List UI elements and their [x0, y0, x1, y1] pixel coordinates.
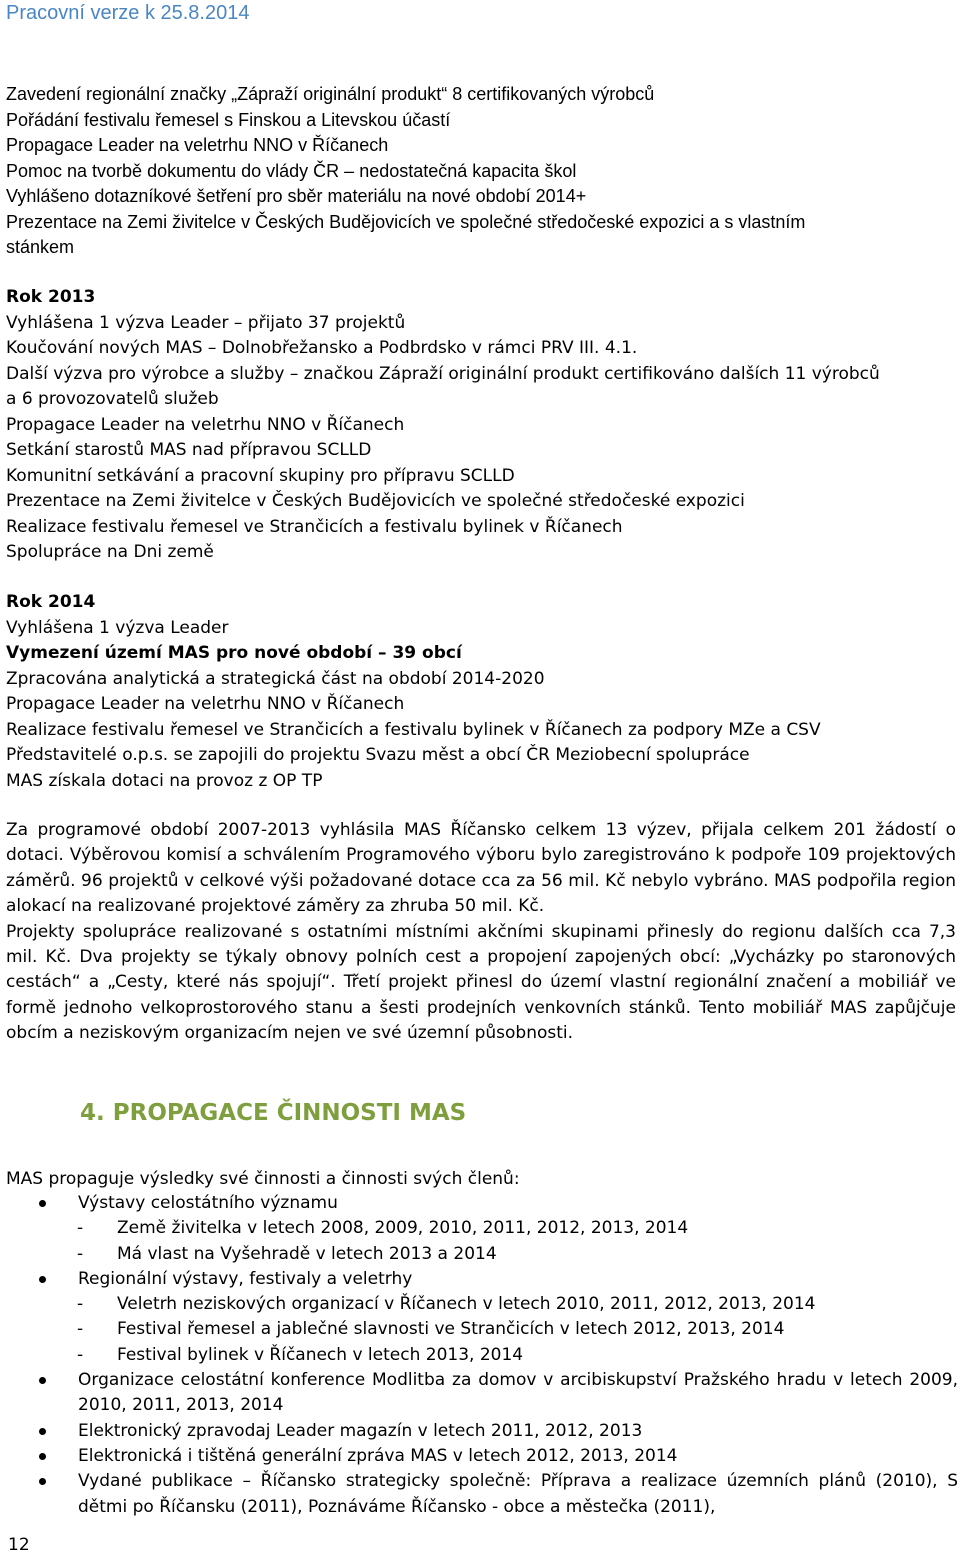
list-item: MAS získala dotaci na provoz z OP TP	[6, 770, 323, 791]
list-item: Zavedení regionální značky „Zápraží originální produkt“ 8 certifikovaných výrobců	[6, 84, 655, 104]
bullet-text: Regionální výstavy, festivaly a veletrhy	[78, 1268, 413, 1289]
list-item: Prezentace na Zemi živitelce v Českých Budějovicích ve společné středočeské expozici a s vlastním	[6, 211, 806, 232]
list-item: Setkání starostů MAS nad přípravou SCLLD	[6, 440, 372, 460]
list-item: Koučování nových MAS – Dolnobřežansko a Podbrdsko v rámci PRV III. 4.1.	[6, 338, 638, 358]
sub-item-text: Má vlast na Vyšehradě v letech 2013 a 2014	[117, 1243, 497, 1264]
year-2013-heading: Rok 2013	[6, 287, 96, 307]
list-item: Spolupráce na Dni země	[6, 542, 214, 562]
summary-paragraph: Projekty spolupráce realizované s ostatními místními akčními skupinami přinesly do regionu dalších cca 7,3 mil. Kč. Dva projekty se týkaly obnovy polních cest a propojení zapojených obcí: „Vycházky po staronových cestách“ a „Cesty, které nás spojují“. Třetí projekt přinesl do území vlastní regionální značení a mobiliář ve formě jednoho velkoprostorového stanu a šesti prodejních venkovních stánků. Tento mobiliář MAS zapůjčuje obcím a neziskovým organizacím nejen ve své územní působnosti.	[6, 921, 956, 1044]
bullet-item	[0, 1419, 958, 1444]
list-item: Vyhlášena 1 výzva Leader	[6, 617, 229, 638]
list-item: Další výzva pro výrobce a služby – značkou Zápraží originální produkt certifikováno dalších 11 výrobců	[6, 363, 880, 384]
summary-paragraph: Za programové období 2007-2013 vyhlásila MAS Říčansko celkem 13 výzev, přijala celkem 201 žádostí o dotaci. Výběrovou komisí a schválením Programového výboru bylo zaregistrováno k podpoře 109 projektových záměrů. 96 projektů v celkové výši požadované dotace cca za 56 mil. Kč nebylo vybráno. MAS podpořila region alokací na realizované projektové záměry za zhruba 50 mil. Kč.	[6, 820, 956, 917]
list-item: Představitelé o.p.s. se zapojili do projektu Svazu měst a obcí ČR Meziobecní spolupráce	[6, 745, 750, 765]
sub-item-text: Festival bylinek v Říčanech v letech 2013, 2014	[117, 1344, 524, 1365]
bullet-icon	[39, 1428, 46, 1435]
section-title: 4. PROPAGACE ČINNOSTI MAS	[80, 1100, 467, 1126]
list-item: a 6 provozovatelů služeb	[6, 389, 219, 409]
bullet-icon	[39, 1200, 46, 1207]
bullet-item	[0, 1444, 958, 1469]
bullet-text: Výstavy celostátního významu	[78, 1193, 338, 1213]
list-item: Pomoc na tvorbě dokumentu do vlády ČR – nedostatečná kapacita škol	[6, 160, 577, 181]
sub-list	[78, 1292, 958, 1368]
list-item: Pořádání festivalu řemesel s Finskou a Litevskou účastí	[6, 109, 451, 130]
bullet-icon	[39, 1453, 46, 1460]
sub-item	[77, 1343, 958, 1368]
list-item: Vyhlášena 1 výzva Leader – přijato 37 projektů	[6, 312, 406, 333]
list-item: Zpracována analytická a strategická část na období 2014-2020	[6, 668, 545, 689]
page-number: 12	[8, 1535, 30, 1555]
sub-item	[77, 1216, 958, 1241]
list-item: Propagace Leader na veletrhu NNO v Říčanech	[6, 414, 405, 435]
bullet-text: Organizace celostátní konference Modlitba za domov v arcibiskupství Pražského hradu v letech 2009, 2010, 2011, 2013, 2014	[78, 1370, 958, 1416]
list-item: Vyhlášeno dotazníkové šetření pro sběr materiálu na nové období 2014+	[6, 186, 587, 206]
section-intro: MAS propaguje výsledky své činnosti a činnosti svých členů:	[6, 1169, 520, 1189]
dash-marker: -	[77, 1344, 84, 1365]
list-item: Prezentace na Zemi živitelce v Českých Budějovicích ve společné středočeské expozici	[6, 491, 745, 511]
year-2014-block	[6, 590, 956, 794]
year-2014-heading: Rok 2014	[6, 592, 96, 612]
summary-text	[6, 818, 956, 1047]
dash-marker: -	[77, 1243, 84, 1264]
list-item: Realizace festivalu řemesel ve Strančicích a festivalu bylinek v Říčanech za podpory MZe a CSV	[6, 719, 821, 740]
sub-item	[77, 1292, 958, 1317]
bullet-text: Elektronický zpravodaj Leader magazín v letech 2011, 2012, 2013	[78, 1420, 643, 1441]
list-item: Propagace Leader na veletrhu NNO v Říčanech	[6, 135, 389, 155]
list-item: stánkem	[6, 237, 75, 257]
year-2013-block	[6, 285, 956, 566]
bullet-item	[0, 1469, 958, 1520]
propagation-list	[0, 1191, 958, 1520]
sub-item-text: Festival řemesel a jablečné slavnosti ve Strančicích v letech 2012, 2013, 2014	[117, 1319, 785, 1340]
list-item: Komunitní setkávání a pracovní skupiny pro přípravu SCLLD	[6, 465, 515, 486]
dash-marker: -	[77, 1319, 84, 1340]
page-header: Pracovní verze k 25.8.2014	[6, 2, 250, 24]
sub-item	[77, 1242, 958, 1267]
list-item-bold: Vymezení území MAS pro nové období – 39 obcí	[6, 643, 462, 663]
list-item: Propagace Leader na veletrhu NNO v Říčanech	[6, 694, 405, 714]
sub-list	[78, 1216, 958, 1267]
dash-marker: -	[77, 1218, 84, 1239]
bullet-icon	[39, 1377, 46, 1384]
list-item: Realizace festivalu řemesel ve Strančicích a festivalu bylinek v Říčanech	[6, 516, 623, 537]
sub-item-text: Veletrh neziskových organizací v Říčanech v letech 2010, 2011, 2012, 2013, 2014	[117, 1294, 816, 1315]
bullet-item	[0, 1368, 958, 1419]
bullet-item	[0, 1191, 958, 1267]
dash-marker: -	[77, 1294, 84, 1315]
sub-item	[77, 1317, 958, 1342]
bullet-icon	[39, 1276, 46, 1283]
bullet-text: Elektronická i tištěná generální zpráva MAS v letech 2012, 2013, 2014	[78, 1445, 678, 1466]
achievements-list	[6, 82, 956, 261]
bullet-icon	[39, 1478, 46, 1485]
bullet-item	[0, 1267, 958, 1368]
sub-item-text: Země živitelka v letech 2008, 2009, 2010, 2011, 2012, 2013, 2014	[117, 1218, 689, 1239]
bullet-text: Vydané publikace – Říčansko strategicky společně: Příprava a realizace územních plánů (2010), S dětmi po Říčansku (2011), Poznáváme Říčansko - obce a městečka (2011),	[78, 1471, 958, 1517]
